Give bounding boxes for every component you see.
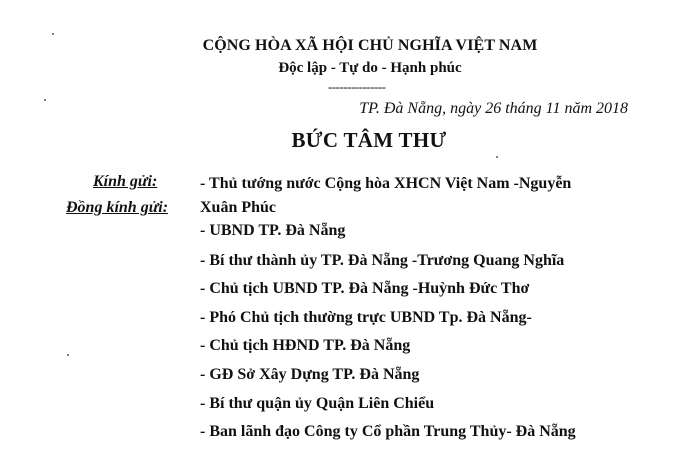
scan-speck	[496, 156, 498, 158]
place-and-date: TP. Đà Nẵng, ngày 26 tháng 11 năm 2018	[359, 100, 628, 117]
recipient-item: - GĐ Sở Xây Dựng TP. Đà Nẵng	[200, 366, 420, 383]
addressee-label: Kính gửi:	[93, 173, 158, 190]
recipient-item: - Chủ tịch UBND TP. Đà Nẵng -Huỳnh Đức Thơ	[200, 280, 530, 297]
scan-speck	[44, 99, 46, 101]
national-title: CỘNG HÒA XÃ HỘI CHỦ NGHĨA VIỆT NAM	[202, 37, 538, 54]
recipient-item: - Phó Chủ tịch thường trực UBND Tp. Đà Nẵng-	[200, 309, 532, 326]
scan-speck	[52, 33, 54, 35]
header-divider: ---------------	[328, 79, 386, 94]
recipient-item: - Chủ tịch HĐND TP. Đà Nẵng	[200, 337, 411, 354]
recipient-item: - Bí thư thành ủy TP. Đà Nẵng -Trương Quang Nghĩa	[200, 252, 565, 269]
recipient-item: - Ban lãnh đạo Công ty Cổ phần Trung Thủy- Đà Nẵng	[200, 423, 576, 440]
recipient-item: - UBND TP. Đà Nẵng	[200, 222, 346, 239]
national-motto: Độc lập - Tự do - Hạnh phúc	[278, 60, 462, 76]
document-title: BỨC TÂM THƯ	[291, 128, 447, 152]
recipient-item: - Thủ tướng nước Cộng hòa XHCN Việt Nam -Nguyễn Xuân Phúc	[200, 175, 572, 216]
cc-label: Đồng kính gửi:	[66, 199, 169, 216]
scan-speck	[67, 354, 69, 356]
recipient-item: - Bí thư quận ủy Quận Liên Chiểu	[200, 395, 435, 412]
